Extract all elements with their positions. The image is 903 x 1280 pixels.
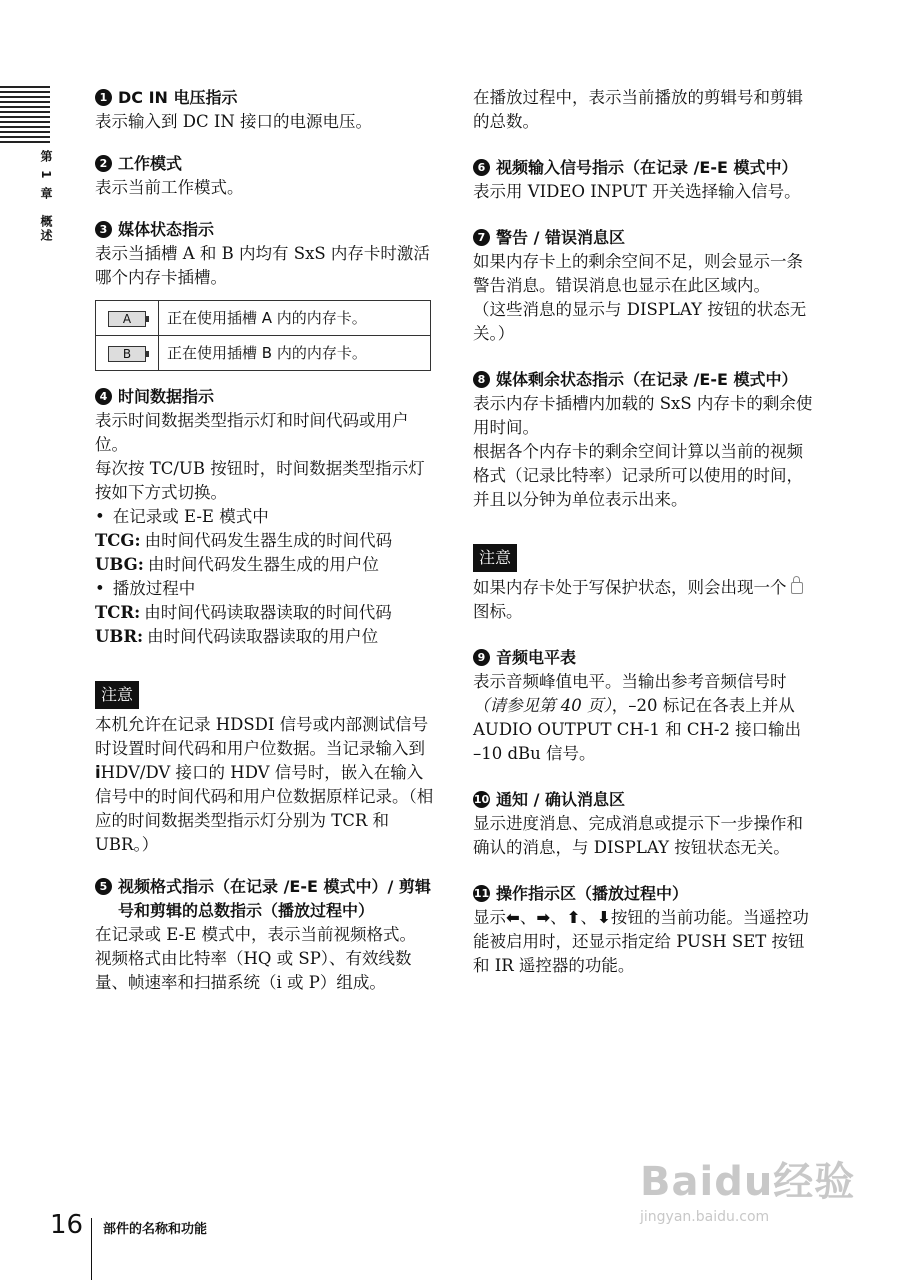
section-9 xyxy=(473,646,813,766)
number-badge: 8 xyxy=(473,371,490,388)
body-text: 按钮的当前功能。当遥控功能被启用时，还显示指定给 PUSH SET 按钮和 IR 遥控器的功能。 xyxy=(473,908,809,975)
lock-icon xyxy=(791,582,803,594)
page-number: 16 xyxy=(50,1210,84,1240)
section-5 xyxy=(95,875,435,995)
arrow-left-icon: ⬅ xyxy=(506,908,520,927)
note-text: 图标。 xyxy=(473,602,523,621)
table-row xyxy=(96,301,431,336)
chapter-tab-lines xyxy=(0,86,50,146)
watermark-url: jingyan.baidu.com xyxy=(640,1209,770,1225)
section-body: 在记录或 E-E 模式中，表示当前视频格式。 xyxy=(95,925,416,944)
section-11 xyxy=(473,882,813,978)
number-badge: 3 xyxy=(95,221,112,238)
note-body xyxy=(473,576,813,624)
section-10 xyxy=(473,788,813,860)
left-column xyxy=(95,86,435,1013)
section-body: 显示进度消息、完成消息或提示下一步操作和确认的消息，与 DISPLAY 按钮状态无关。 xyxy=(473,814,803,857)
media-status-table xyxy=(95,300,431,371)
note-body xyxy=(95,713,435,857)
info-icon: i xyxy=(95,763,101,782)
note-left xyxy=(95,675,435,857)
term-item xyxy=(95,601,435,625)
arrow-right-icon: ➡ xyxy=(536,908,551,927)
bullet-text: 在记录或 E-E 模式中 xyxy=(112,507,269,526)
note-text: 如果内存卡处于写保护状态，则会出现一个 xyxy=(473,578,787,597)
section-body: 表示内存卡插槽内加载的 SxS 内存卡的剩余使用时间。 xyxy=(473,394,813,437)
number-badge: 6 xyxy=(473,159,490,176)
note-text: HDV/DV 接口的 HDV 信号时，嵌入在输入信号中的时间代码和用户位数据原样记录。（相应的时间数据类型指示灯分别为 TCR 和 UBR。） xyxy=(95,763,434,854)
term-text: 由时间代码读取器读取的用户位 xyxy=(147,627,379,646)
section-body: 表示输入到 DC IN 接口的电源电压。 xyxy=(95,112,373,131)
section-7 xyxy=(473,226,813,346)
term-text: 由时间代码发生器生成的时间代码 xyxy=(144,531,393,550)
term-text: 由时间代码发生器生成的用户位 xyxy=(147,555,379,574)
section-body xyxy=(473,670,813,766)
section-body: 表示用 VIDEO INPUT 开关选择输入信号。 xyxy=(473,182,801,201)
arrow-up-icon: ⬆ xyxy=(566,908,581,927)
section-body: （这些消息的显示与 DISPLAY 按钮的状态无关。） xyxy=(473,300,807,343)
number-badge: 4 xyxy=(95,388,112,405)
section-6 xyxy=(473,156,813,204)
section-4 xyxy=(95,385,435,649)
section-title: 时间数据指示 xyxy=(118,387,215,406)
section-title: 媒体状态指示 xyxy=(118,220,215,239)
body-text: 显示 xyxy=(473,908,506,927)
table-cell: 正在使用插槽 A 内的内存卡。 xyxy=(159,301,431,336)
right-column xyxy=(473,86,813,996)
term-item xyxy=(95,529,435,553)
number-badge: 7 xyxy=(473,229,490,246)
note-badge: 注意 xyxy=(473,544,517,572)
section-body: 表示当前工作模式。 xyxy=(95,178,244,197)
body-text: 表示音频峰值电平。当输出参考音频信号时 xyxy=(473,672,787,691)
number-badge: 5 xyxy=(95,878,112,895)
term-text: 由时间代码读取器读取的时间代码 xyxy=(144,603,392,622)
term-item xyxy=(95,625,435,649)
section-title: 警告 / 错误消息区 xyxy=(496,228,625,247)
section-body: 视频格式由比特率（HQ 或 SP）、有效线数量、帧速率和扫描系统（i 或 P）组成。 xyxy=(95,949,412,992)
section-1 xyxy=(95,86,435,134)
section-8 xyxy=(473,368,813,512)
number-badge: 2 xyxy=(95,155,112,172)
section-body: 每次按 TC/UB 按钮时，时间数据类型指示灯按如下方式切换。 xyxy=(95,459,425,502)
section-body: 显示⬅、➡、⬆、⬇按钮的当前功能。当遥控功能被启用时，还显示指定给 PUSH SET 按钮和 IR 遥控器的功能。 xyxy=(473,908,809,975)
note-text: 本机允许在记录 HDSDI 信号或内部测试信号时设置时间代码和用户位数据。当记录输入到 xyxy=(95,715,429,758)
section-title: 媒体剩余状态指示（在记录 /E-E 模式中） xyxy=(496,370,798,389)
section-body: 在播放过程中，表示当前播放的剪辑号和剪辑的总数。 xyxy=(473,88,803,131)
footer-section-title: 部件的名称和功能 xyxy=(103,1222,208,1237)
section-title: 操作指示区（播放过程中） xyxy=(496,884,689,903)
arrow-down-icon: ⬇ xyxy=(596,908,611,927)
chapter-label: 第 1 章 概述 xyxy=(39,150,53,243)
section-3 xyxy=(95,218,435,371)
number-badge: 1 xyxy=(95,89,112,106)
section-title: DC IN 电压指示 xyxy=(118,88,238,107)
list-item: • 在记录或 E-E 模式中 xyxy=(95,505,435,529)
section-5-continued xyxy=(473,86,813,134)
section-body: 表示时间数据类型指示灯和时间代码或用户位。 xyxy=(95,411,409,454)
number-badge: 10 xyxy=(473,791,490,808)
section-body: 表示当插槽 A 和 B 内均有 SxS 内存卡时激活哪个内存卡插槽。 xyxy=(95,244,430,287)
body-text: ，–20 标记在各表上并从 AUDIO OUTPUT CH-1 和 CH-2 接口输出 –10 dBu 信号。 xyxy=(473,696,802,763)
number-badge: 11 xyxy=(473,885,490,902)
term-label: TCG: xyxy=(95,531,141,550)
section-title: 音频电平表 xyxy=(496,648,577,667)
slot-a-icon: A xyxy=(108,311,146,327)
section-2 xyxy=(95,152,435,200)
note-badge: 注意 xyxy=(95,681,139,709)
table-row xyxy=(96,336,431,371)
number-badge: 9 xyxy=(473,649,490,666)
term-label: UBG: xyxy=(95,555,144,574)
section-title: 工作模式 xyxy=(118,154,183,173)
section-title: 通知 / 确认消息区 xyxy=(496,790,625,809)
term-item xyxy=(95,553,435,577)
page-reference-link[interactable]: （请参见第 40 页） xyxy=(473,696,612,715)
section-body: 根据各个内存卡的剩余空间计算以当前的视频格式（记录比特率）记录所可以使用的时间，并且以分钟为单位表示出来。 xyxy=(473,442,803,509)
note-right xyxy=(473,538,813,624)
term-label: TCR: xyxy=(95,603,141,622)
baidu-watermark xyxy=(640,1150,855,1225)
watermark-logo: Baidu经验 xyxy=(640,1159,856,1205)
slot-b-icon: B xyxy=(108,346,146,362)
bullet-text: 播放过程中 xyxy=(112,579,196,598)
table-cell: 正在使用插槽 B 内的内存卡。 xyxy=(159,336,431,371)
list-item: • 播放过程中 xyxy=(95,577,435,601)
term-label: UBR: xyxy=(95,627,144,646)
section-title: 视频格式指示（在记录 /E-E 模式中）/ 剪辑号和剪辑的总数指示（播放过程中） xyxy=(118,877,431,920)
section-body: 如果内存卡上的剩余空间不足，则会显示一条警告消息。错误消息也显示在此区域内。 xyxy=(473,252,803,295)
footer-divider xyxy=(91,1218,92,1280)
section-title: 视频输入信号指示（在记录 /E-E 模式中） xyxy=(496,158,798,177)
